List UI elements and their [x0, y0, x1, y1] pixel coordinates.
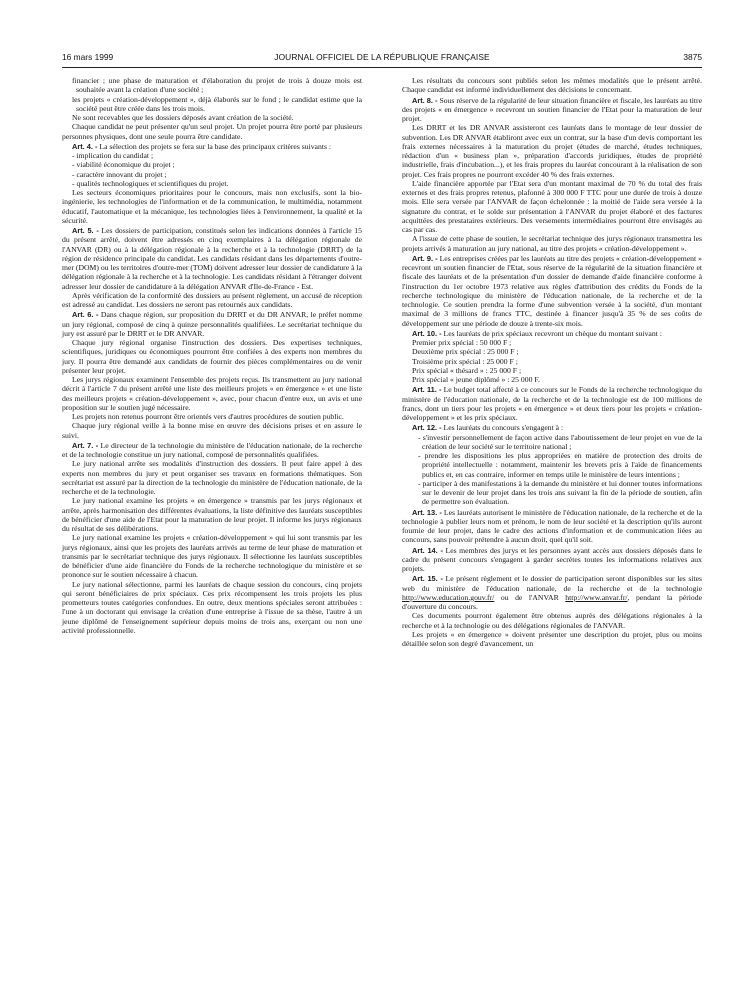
- header-rule: [62, 67, 702, 68]
- list-item: Deuxième prix spécial : 25 000 F ;: [412, 347, 519, 357]
- paragraph: Les résultats du concours sont publiés selon les mêmes modalités que le présent arrêté. Chaque candidat est informé individuellement des décisions le concernant.: [402, 76, 702, 95]
- ministry-url-link[interactable]: http://www.education.gouv.fr/: [402, 592, 495, 602]
- article-14: [402, 546, 702, 574]
- article-8: [402, 96, 702, 124]
- journal-title: JOURNAL OFFICIEL DE LA RÉPUBLIQUE FRANÇAISE: [274, 52, 490, 62]
- article-label: Art. 6. -: [72, 310, 99, 320]
- article-label: Art. 15. -: [412, 574, 443, 584]
- right-column: [402, 76, 702, 648]
- list-item: Prix spécial « thésard » : 25 000 F ;: [412, 365, 522, 375]
- list-item: Troisième prix spécial : 25 000 F ;: [412, 356, 518, 366]
- article-text: Le directeur de la technologie du ministère de l'éducation nationale, de la recherche et de la technologie constitue un jury national, composé de personnalités qualifiées.: [62, 440, 363, 459]
- article-5: [62, 226, 362, 291]
- article-label: Art. 13. -: [412, 507, 442, 517]
- article-text: Les lauréats de prix spéciaux recevront un chèque du montant suivant :: [441, 328, 662, 338]
- paragraph: financier ; une phase de maturation et d'élaboration du projet de trois à douze mois est souhaitée avant la création d'une société ;: [72, 76, 362, 95]
- article-text: La sélection des projets se fera sur la base des principaux critères suivants :: [97, 141, 332, 151]
- article-9: [402, 254, 702, 328]
- paragraph: Les DRRT et les DR ANVAR assisteront ces lauréats dans le montage de leur dossier de subvention. Les DR ANVAR établiront avec eux un contrat, sur la base d'un devis comportant les frais externes nécessaires à la maturation du projet (études de marché, études techniques, rédaction d'un « business plan », préparation d'accords juridiques, études de propriété industrielle, frais d'incubation...), et les frais propres du lauréat concourant à la réalisation de son projet. Ces frais propres ne pourront excéder 40 % des frais externes.: [402, 123, 702, 179]
- article-label: Art. 8. -: [412, 95, 438, 105]
- list-item: Prix spécial « jeune diplômé » : 25 000 F.: [412, 375, 540, 384]
- article-label: Art. 10. -: [412, 328, 442, 338]
- left-column: [62, 76, 362, 635]
- paragraph: Ces documents pourront également être obtenus auprès des délégations régionales à la recherche et à la technologie ou des délégations régionales de l'ANVAR.: [402, 611, 702, 630]
- article-text: Les entreprises créées par les lauréats au titre des projets « création-développement » recevront un soutien financier de l'Etat, sous réserve de la régularité de la situation financière et fiscale des lauréats et de la présentation d'un dossier de demande d'aide financière conforme à l'instruction du 1er octobre 1973 relative aux règles d'attribution des crédits du Fonds de la recherche technologique du ministère de l'éducation nationale, de la recherche et de la technologie. Ce soutien prendra la forme d'une subvention versée à la société, d'un montant maximal de 3 millions de francs TTC, destinée à financer jusqu'à 35 % de ses coûts de développement sur une période de douze à trente-six mois.: [402, 253, 702, 328]
- article-text: Sous réserve de la régularité de leur situation financière et fiscale, les lauréats au titre des projets « en émergence » recevront un soutien financier de l'Etat pour la maturation de leur projet.: [402, 95, 702, 123]
- issue-date: 16 mars 1999: [62, 52, 114, 62]
- paragraph: L'aide financière apportée par l'Etat sera d'un montant maximal de 70 % du total des frais externes et des frais propres retenus, plafonné à 300 000 F TTC pour une durée de trois à douze mois. Elle sera versée par l'ANVAR de façon échelonnée : la moitié de l'aide sera versée à la signature du contrat, et le solde sur présentation à l'ANVAR du projet élaboré et des factures acquittées des prestataires extérieurs. Des versements intermédiaires pourront être envisagés au cas par cas.: [402, 178, 702, 234]
- article-6: [62, 310, 362, 338]
- article-text: Les dossiers de participation, constitués selon les indications données à l'article 15 du présent arrêté, doivent être adressés en cinq exemplaires à la délégation régionale de l'ANVAR (DR) ou à la délégation régionale à la recherche et à la technologie (DRRT) de la région de résidence principale du candidat. Les candidats résidant dans les départements d'outre-mer (DOM) ou les territoires d'outre-mer (TOM) doivent adresser leur dossier de candidature à la délégation régionale à la recherche et à la technologie. Les candidats résidant à l'étranger doivent adresser leur dossier de candidature à la délégation ANVAR d'Ile-de-France - Est.: [62, 226, 362, 291]
- article-label: Art. 11. -: [412, 385, 442, 395]
- paragraph: Chaque candidat ne peut présenter qu'un seul projet. Un projet pourra être porté par plusieurs personnes physiques, dont une seule pourra être candidate.: [62, 122, 362, 141]
- article-text: Les lauréats du concours s'engagent à :: [441, 423, 564, 433]
- article-label: Art. 9. -: [412, 253, 438, 263]
- article-label: Art. 12. -: [412, 423, 442, 433]
- article-text: ou de l'ANVAR: [494, 592, 566, 602]
- list-item: - viabilité économique du projet ;: [72, 160, 175, 170]
- paragraph: Le jury national arrête ses modalités d'instruction des dossiers. Il peut faire appel à des experts non membres du jury et peut organiser ses travaux en formations thématiques. Son secrétariat est assuré par la direction de la technologie du ministère de l'éducation nationale, de la recherche et de la technologie.: [62, 459, 362, 496]
- article-text: Le budget total affecté à ce concours sur le Fonds de la recherche technologique du ministère de l'éducation nationale, de la recherche et de la technologie est de 100 millions de francs, dont un tiers pour les projets « en émergence » et deux tiers pour les projets « création-développement » et les prix spéciaux.: [402, 385, 702, 422]
- page-number: 3875: [683, 52, 702, 62]
- article-text: Les lauréats autorisent le ministère de l'éducation nationale, de la recherche et de la technologie à publier leurs nom et prénom, le nom de leur société et la description qu'ils auront fournie de leur projet, dans le cadre des actions d'information et de communication liées au concours, sans pouvoir prétendre à aucun droit, quel qu'il soit.: [402, 507, 702, 545]
- article-13: [402, 508, 702, 545]
- paragraph: Après vérification de la conformité des dossiers au présent règlement, un accusé de réception est adressé au candidat. Les dossiers ne seront pas retournés aux candidats.: [62, 290, 362, 309]
- paragraph: les projets « création-développement », déjà élaborés sur le fond ; le candidat estime que la société peut être créée dans les trois mois.: [72, 94, 362, 113]
- article-text: Le présent règlement et le dossier de participation seront disponibles sur les sites web du ministère de l'éducation nationale, de la recherche et de la technologie: [402, 574, 702, 593]
- article-7: [62, 441, 362, 460]
- paragraph: Les secteurs économiques prioritaires pour le concours, mais non exclusifs, sont la bio-ingénierie, les technologies de l'information et de la communication, le multimédia, notamment éducatif, l'automatique et la mécanique, les technologies liées à l'environnement, la qualité et la sécurité.: [62, 188, 362, 225]
- list-item: - s'investir personnellement de façon active dans l'aboutissement de leur projet en vue de la création de leur société sur le territoire national ;: [418, 432, 702, 451]
- paragraph: Les jurys régionaux examinent l'ensemble des projets reçus. Ils transmettent au jury national décrit à l'article 7 du présent arrêté une liste des meilleurs projets « en émergence » et une liste des meilleurs projets « création-développement », avec, pour chacun d'entre eux, un avis et une proposition sur le soutien jugé nécessaire.: [62, 375, 362, 412]
- list-item: - qualités technologiques et scientifiques du projet.: [72, 178, 229, 188]
- paragraph: Le jury national examine les projets « en émergence » transmis par les jurys régionaux et arrête, après harmonisation des différentes évaluations, la liste définitive des lauréats susceptibles de bénéficier d'une aide de l'Etat pour la maturation de leur projet. Il informe les jurys régionaux du résultat de ses délibérations.: [62, 496, 362, 533]
- paragraph: Les projets « en émergence » doivent présenter une description du projet, plus ou moins détaillée selon son degré d'avancement, un: [402, 629, 702, 648]
- paragraph: Le jury national examine les projets « création-développement » qui lui sont transmis par les jurys régionaux, ainsi que les projets des lauréats arrivés au terme de leur phase de maturation et transmis par le secrétariat technique des jurys régionaux. Il sélectionne les lauréats susceptibles de bénéficier d'une aide financière du Fonds de la recherche technologique du ministère et se prononce sur le soutien nécessaire à chacun.: [62, 533, 362, 580]
- list-item: - implication du candidat ;: [72, 151, 154, 160]
- list-item: - caractère innovant du projet ;: [72, 169, 167, 179]
- article-10: [402, 329, 702, 338]
- article-15: [402, 574, 702, 611]
- page-header: [62, 52, 702, 66]
- article-text: Dans chaque région, sur proposition du DRRT et du DR ANVAR, le préfet nomme un jury régional, composé de cinq à quinze personnalités qualifiées. Le secrétariat technique du jury est assuré par le DRRT et le DR ANVAR.: [62, 310, 363, 338]
- paragraph: A l'issue de cette phase de soutien, le secrétariat technique des jurys régionaux transmettra les projets arrivés à maturation au jury national, au titre des projets « création-développement ».: [402, 234, 702, 253]
- article-label: Art. 4. -: [72, 141, 98, 151]
- paragraph: Le jury national sélectionne, parmi les lauréats de chaque session du concours, cinq projets qui seront bénéficiaires de prix spéciaux. Ces prix récompensent les trois projets les plus prometteurs toutes catégories confondues. En outre, deux mentions spéciales seront attribuées : l'une à un doctorant qui envisage la création d'une entreprise à l'issue de sa thèse, l'autre à un jeune diplômé de l'enseignement supérieur depuis moins de trois ans, exerçant ou non une activité professionnelle.: [62, 579, 362, 635]
- paragraph: Les projets non retenus pourront être orientés vers d'autres procédures de soutien public.: [72, 412, 344, 421]
- article-label: Art. 14. -: [412, 545, 443, 555]
- article-11: [402, 385, 702, 422]
- anvar-url-link[interactable]: http://www.anvar.fr/: [565, 592, 628, 602]
- paragraph: Chaque jury régional veille à la bonne mise en œuvre des décisions prises et en assure le suivi.: [62, 421, 362, 440]
- paragraph: Ne sont recevables que les dossiers déposés avant création de la société.: [72, 113, 294, 122]
- article-label: Art. 7. -: [72, 440, 99, 450]
- article-12: [402, 423, 702, 432]
- list-item: - participer à des manifestations à la demande du ministère et lui donner toutes informations sur le devenir de leur projet dans les trois ans suivant la fin de la période de soutien, afin de permettre son évaluation.: [418, 478, 702, 507]
- article-label: Art. 5. -: [72, 226, 99, 235]
- article-4: [62, 142, 362, 151]
- paragraph: Chaque jury régional organise l'instruction des dossiers. Des expertises techniques, scientifiques, juridiques ou économiques pourront être confiées à des experts non membres du jury. Il pourra être demandé aux candidats de fournir des pièces complémentaires ou de venir présenter leur projet.: [62, 338, 362, 375]
- article-text: Les membres des jurys et les personnes ayant accès aux dossiers déposés dans le cadre du présent concours s'engagent à garder secrètes toutes les informations relatives aux projets.: [402, 545, 702, 573]
- list-item: Premier prix spécial : 50 000 F ;: [412, 338, 512, 347]
- article-text: , pendant la période d'ouverture du concours.: [402, 592, 703, 611]
- list-item: - prendre les dispositions les plus appropriées en matière de protection des droits de propriété intellectuelle : notamment, maintenir les brevets pris à l'aide de financements publics et, en cas contraire, informer en temps utile le ministère de leurs intentions ;: [418, 451, 702, 479]
